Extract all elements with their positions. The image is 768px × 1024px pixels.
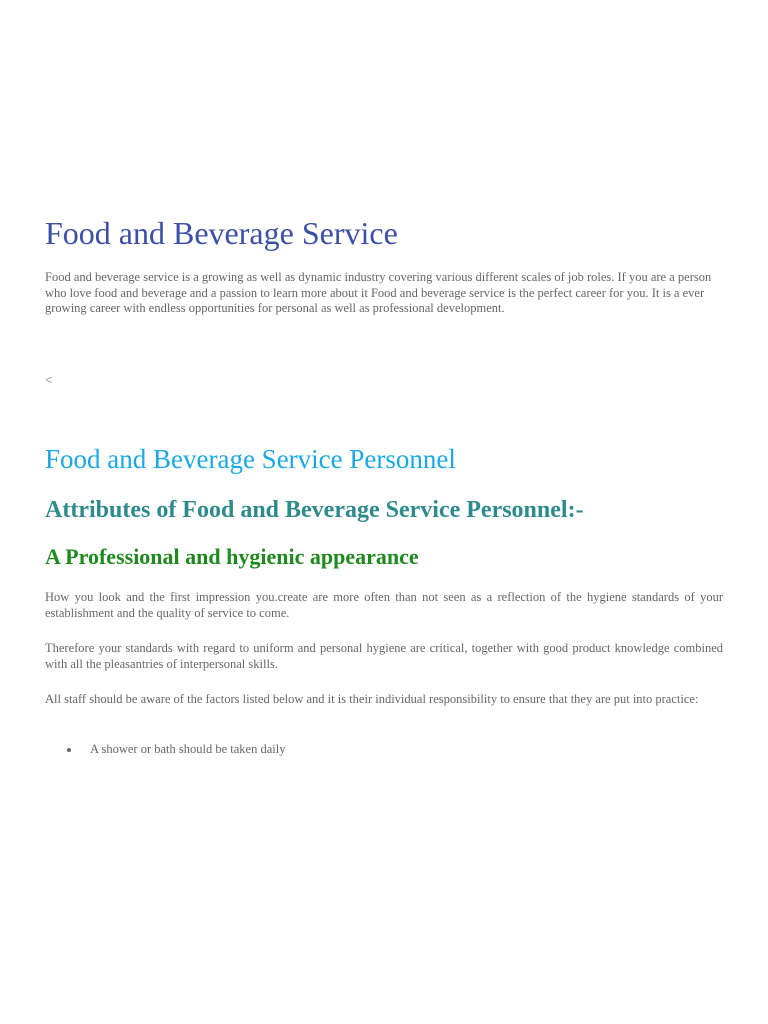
hygiene-bullet-list bbox=[45, 742, 723, 758]
attributes-heading: Attributes of Food and Beverage Service Personnel:- bbox=[45, 497, 584, 523]
body-paragraph-standards: Therefore your standards with regard to uniform and personal hygiene are critical, together with good product knowledge combined with all the pleasantries of interpersonal skills. bbox=[45, 641, 723, 671]
body-paragraph-responsibility: All staff should be aware of the factors listed below and it is their individual responsibility to ensure that they are put into practice: bbox=[45, 692, 699, 706]
body-paragraph-impression: How you look and the first impression you.create are more often than not seen as a reflection of the hygiene standards of your establishment and the quality of service to come. bbox=[45, 590, 723, 620]
appearance-subheading: A Professional and hygienic appearance bbox=[45, 544, 419, 569]
list-item bbox=[45, 742, 723, 758]
list-item-text: A shower or bath should be taken daily bbox=[90, 742, 286, 756]
stray-character: < bbox=[45, 372, 53, 387]
bullet-icon bbox=[67, 748, 71, 752]
section-title: Food and Beverage Service Personnel bbox=[45, 444, 456, 474]
page-title: Food and Beverage Service bbox=[45, 215, 398, 251]
intro-paragraph: Food and beverage service is a growing as well as dynamic industry covering various different scales of job roles. If you are a person who love food and beverage and a passion to learn more about it Food and beverage service is the perfect career for you. It is a ever growing career with endless opportunities for personal as well as professional development. bbox=[45, 270, 712, 315]
